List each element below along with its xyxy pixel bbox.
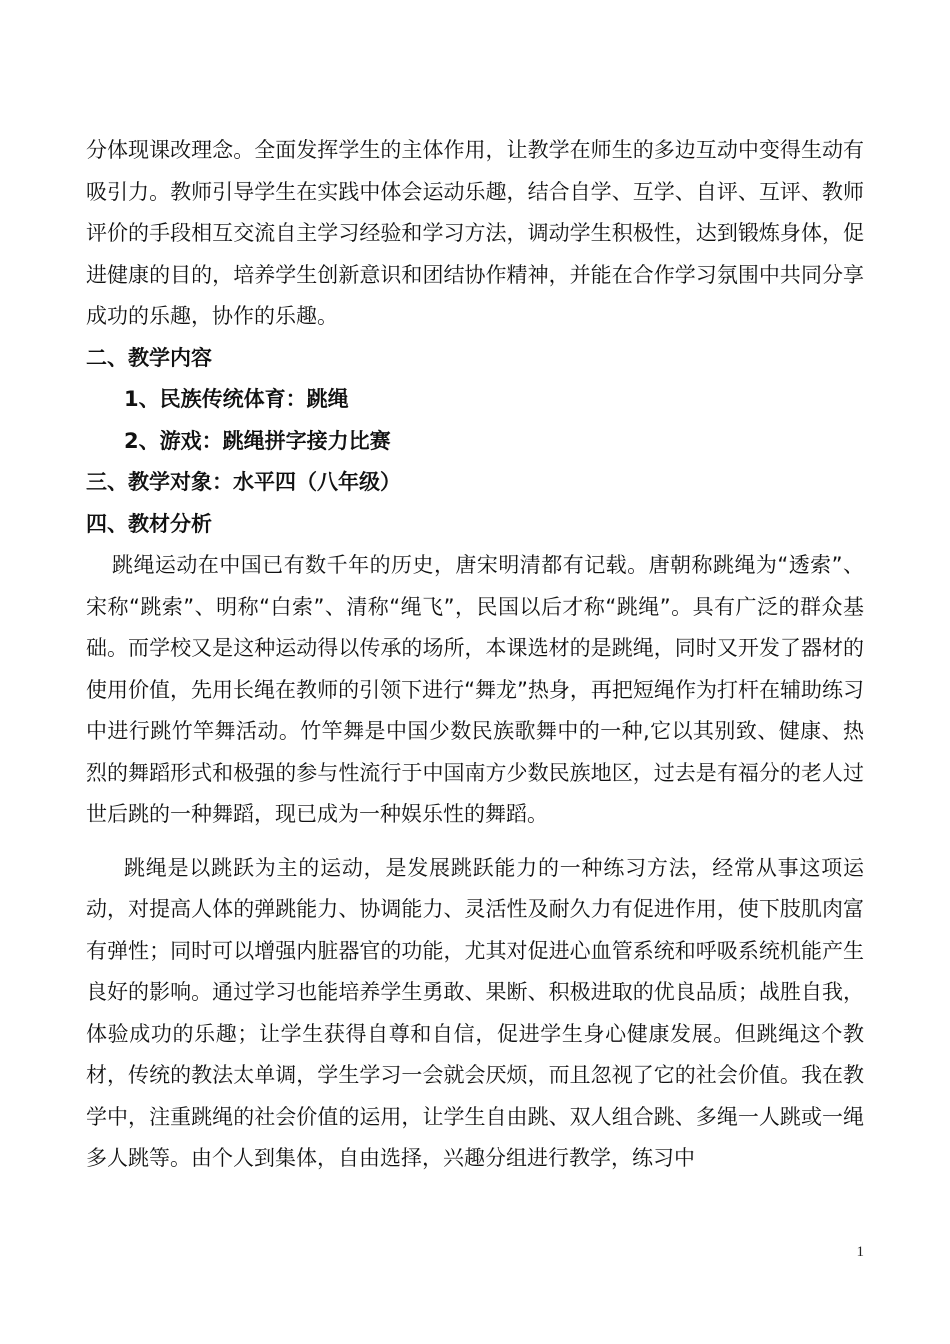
section-heading-teaching-target: 三、教学对象：水平四（八年级） <box>86 470 401 494</box>
analysis-paragraph-benefits: 跳绳是以跳跃为主的运动，是发展跳跃能力的一种练习方法，经常从事这项运动，对提高人体的弹跳能力、协调能力、灵活性及耐久力有促进作用，使下肢肌肉富有弹性；同时可以增强内脏器官的功能，尤其对促进心血管系统和呼吸系统机能产生良好的影响。通过学习也能培养学生勇敢、果断、积极进取的优良品质；战胜自我，体验成功的乐趣；让学生获得自尊和自信，促进学生身心健康发展。但跳绳这个教材，传统的教法太单调，学生学习一会就会厌烦，而且忽视了它的社会价值。我在教学中，注重跳绳的社会价值的运用，让学生自由跳、双人组合跳、多绳一人跳或一绳多人跳等。由个人到集体，自由选择，兴趣分组进行教学，练习中 <box>86 855 864 1170</box>
content-item-2: 2、游戏：跳绳拼字接力比赛 <box>124 428 391 453</box>
intro-paragraph: 分体现课改理念。全面发挥学生的主体作用，让教学在师生的多边互动中变得生动有吸引力。教师引导学生在实践中体会运动乐趣，结合自学、互学、自评、互评、教师评价的手段相互交流自主学习经验和学习方法，调动学生积极性，达到锻炼身体，促进健康的目的，培养学生创新意识和团结协作精神，并能在合作学习氛围中共同分享成功的乐趣，协作的乐趣。 <box>86 138 864 328</box>
content-item-1: 1、民族传统体育：跳绳 <box>124 387 349 411</box>
section-heading-material-analysis: 四、教材分析 <box>86 511 212 536</box>
page-number: 1 <box>856 1244 864 1260</box>
document-body <box>86 130 864 1180</box>
analysis-paragraph-history: 跳绳运动在中国已有数千年的历史，唐宋明清都有记载。唐朝称跳绳为“透索”、宋称“跳索”、明称“白索”、清称“绳飞”，民国以后才称“跳绳”。具有广泛的群众基础。而学校又是这种运动得以传承的场所，本课选材的是跳绳，同时又开发了器材的使用价值，先用长绳在教师的引领下进行“舞龙”热身，再把短绳作为打杆在辅助练习中进行跳竹竿舞活动。竹竿舞是中国少数民族歌舞中的一种,它以其别致、健康、热烈的舞蹈形式和极强的参与性流行于中国南方少数民族地区，过去是有福分的老人过世后跳的一种舞蹈，现已成为一种娱乐性的舞蹈。 <box>86 553 864 826</box>
section-heading-teaching-content: 二、教学内容 <box>86 345 212 370</box>
